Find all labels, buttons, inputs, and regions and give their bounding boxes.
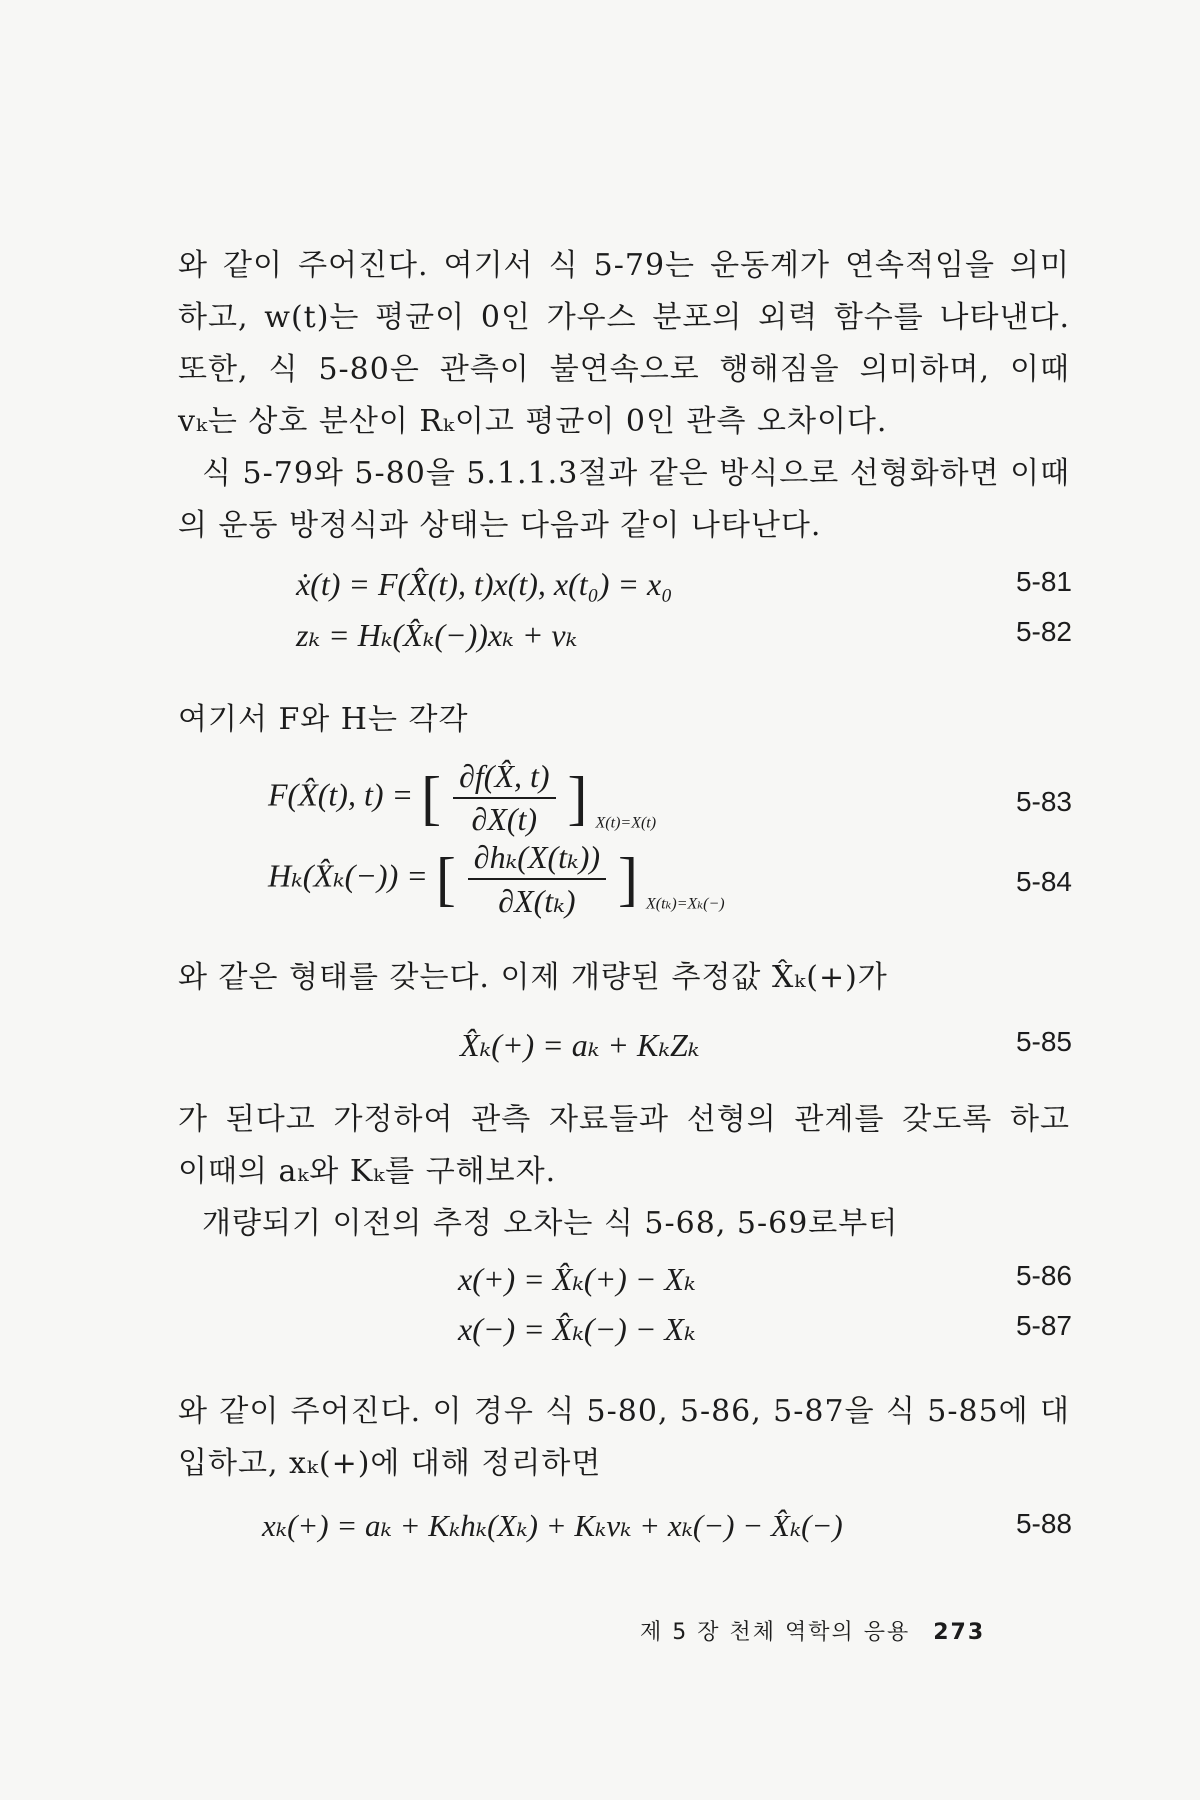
equation-number: 5-81 — [1015, 566, 1072, 597]
paragraph-line: 가 된다고 가정하여 관측 자료들과 선형의 관계를 갖도록 하고 — [178, 1102, 1070, 1137]
equation-number: 5-84 — [1015, 866, 1072, 897]
equation-lhs: F(X̂(t), t) = — [268, 776, 414, 813]
paragraph-line: 와 같이 주어진다. 여기서 식 5-79는 운동계가 연속적임을 의미 — [178, 248, 1070, 283]
chapter-title: 제 5 장 천체 역학의 응용 — [640, 1620, 911, 1645]
equation-5-82: zₖ = Hₖ(X̂ₖ(−))xₖ + vₖ — [296, 617, 578, 653]
equation-5-87: x(−) = X̂ₖ(−) − Xₖ — [458, 1311, 696, 1347]
evaluation-condition: X(t)=X(t) — [595, 814, 657, 832]
page-footer — [640, 1615, 1070, 1646]
equation-5-85: X̂ₖ(+) = aₖ + KₖZₖ — [460, 1027, 700, 1063]
paragraph-line: vₖ는 상호 분산이 Rₖ이고 평균이 0인 관측 오차이다. — [178, 404, 888, 439]
paragraph-line: 식 5-79와 5-80을 5.1.1.3절과 같은 방식으로 선형화하면 이때 — [202, 456, 1071, 491]
paragraph-line: 개량되기 이전의 추정 오차는 식 5-68, 5-69로부터 — [202, 1206, 899, 1241]
paragraph-line: 입하고, xₖ(+)에 대해 정리하면 — [178, 1446, 602, 1481]
equation-5-81: ẋ(t) = F(X̂(t), t)x(t), x(t₀) = x₀ — [296, 566, 673, 602]
paragraph-line: 의 운동 방정식과 상태는 다음과 같이 나타난다. — [178, 508, 822, 543]
equation-number: 5-86 — [1015, 1260, 1072, 1291]
equation-number: 5-87 — [1015, 1310, 1072, 1341]
equation-5-83 — [268, 758, 656, 838]
evaluation-condition: X(tₖ)=Xₖ(−) — [646, 895, 725, 913]
fraction — [453, 758, 555, 838]
fraction — [468, 838, 606, 920]
fraction-numerator: ∂f(X̂, t) — [453, 758, 555, 799]
equation-number: 5-88 — [1015, 1508, 1072, 1539]
paragraph-line: 와 같은 형태를 갖는다. 이제 개량된 추정값 X̂ₖ(+)가 — [178, 960, 888, 995]
paragraph-line: 또한, 식 5-80은 관측이 불연속으로 행해짐을 의미하며, 이때 — [178, 352, 1070, 387]
right-bracket: ] — [618, 846, 638, 912]
left-bracket: [ — [421, 765, 442, 831]
paragraph-line: 여기서 F와 H는 각각 — [178, 702, 469, 737]
equation-5-88: xₖ(+) = aₖ + Kₖhₖ(Xₖ) + Kₖvₖ + xₖ(−) − X̂ₖ(−) — [262, 1508, 843, 1543]
fraction-denominator: ∂X(t) — [471, 801, 538, 837]
paragraph-line: 이때의 aₖ와 Kₖ를 구해보자. — [178, 1154, 557, 1189]
equation-number: 5-83 — [1015, 786, 1072, 817]
fraction-numerator: ∂hₖ(X(tₖ)) — [468, 838, 606, 880]
equation-lhs: Hₖ(X̂ₖ(−)) = — [268, 857, 428, 894]
equation-number: 5-82 — [1015, 616, 1072, 647]
paragraph-line: 와 같이 주어진다. 이 경우 식 5-80, 5-86, 5-87을 식 5-85에 대 — [178, 1394, 1070, 1429]
equation-5-84 — [268, 838, 725, 920]
right-bracket: ] — [567, 765, 588, 831]
fraction-denominator: ∂X(tₖ) — [498, 883, 576, 919]
equation-5-86: x(+) = X̂ₖ(+) − Xₖ — [458, 1261, 696, 1297]
equation-number: 5-85 — [1015, 1026, 1072, 1057]
page-number: 273 — [933, 1620, 986, 1645]
left-bracket: [ — [435, 846, 456, 912]
paragraph-line: 하고, w(t)는 평균이 0인 가우스 분포의 외력 함수를 나타낸다. — [178, 300, 1070, 335]
